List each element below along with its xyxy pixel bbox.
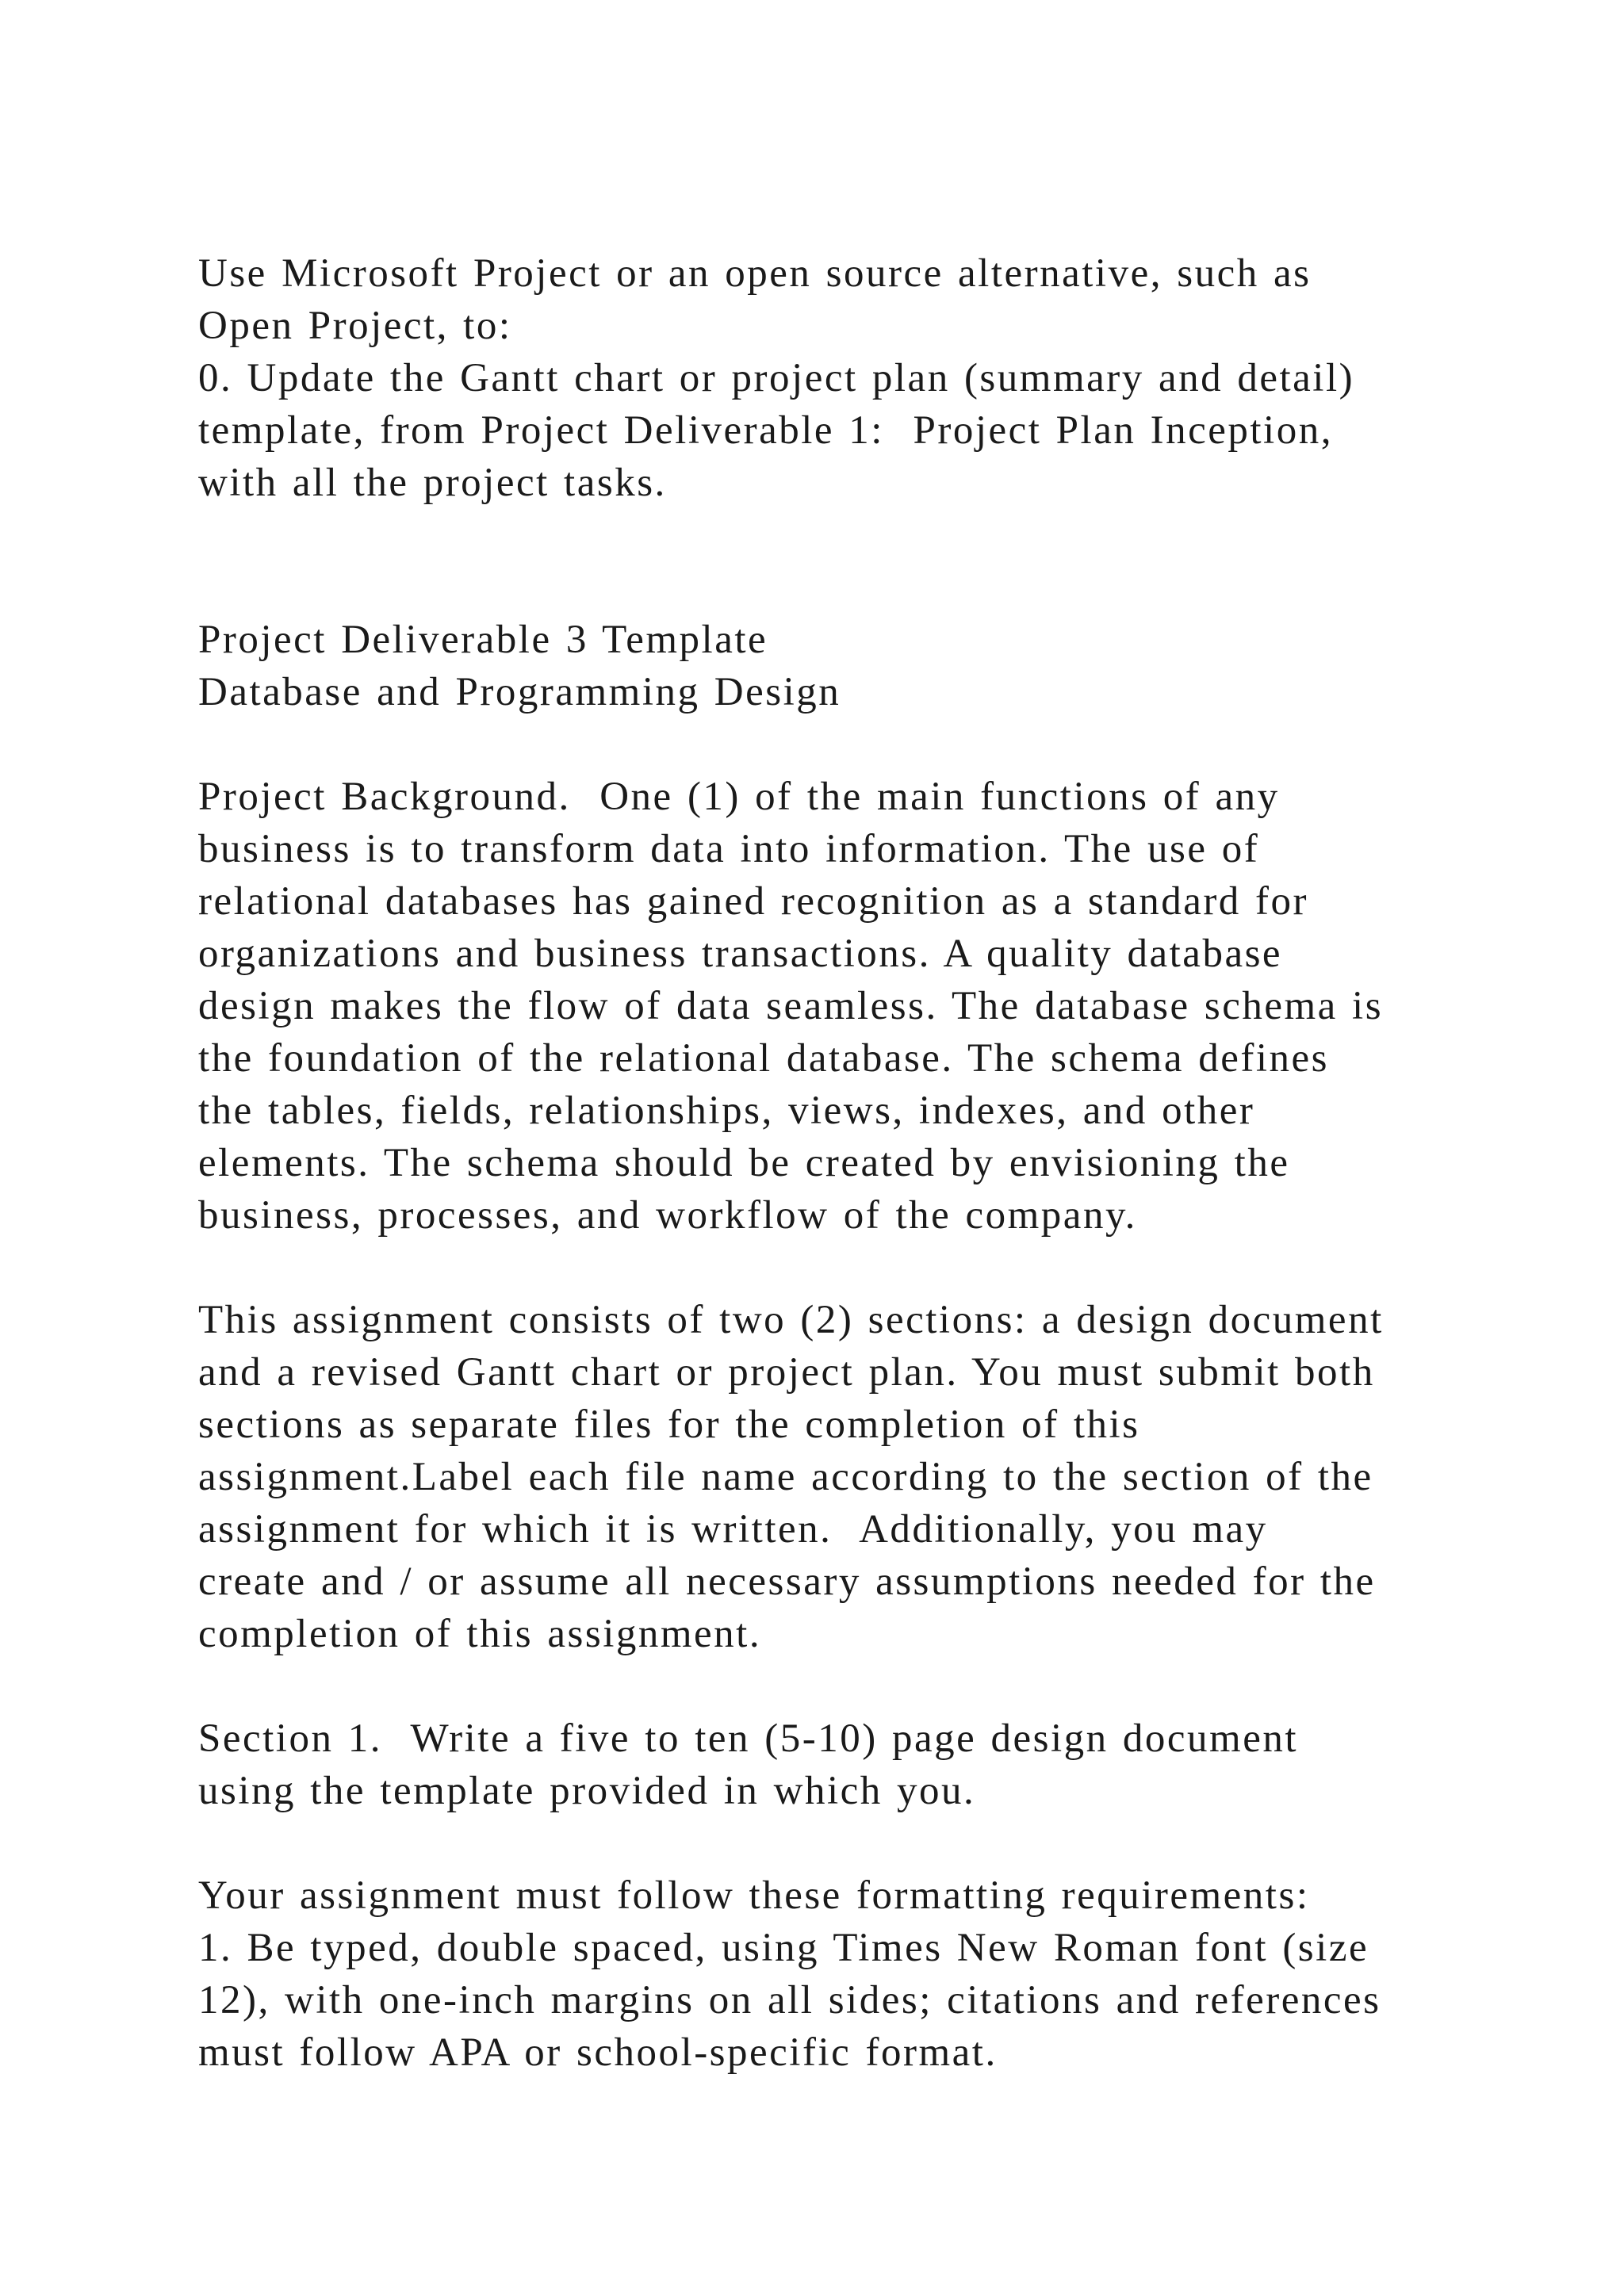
title-line: Project Deliverable 3 Template <box>198 618 768 662</box>
text-line: using the template provided in which you. <box>198 1769 976 1813</box>
spacer <box>198 509 1546 614</box>
intro-paragraph <box>198 247 1546 509</box>
text-line: This assignment consists of two (2) sections: a design document <box>198 1298 1384 1342</box>
spacer <box>198 1242 1546 1294</box>
sections-paragraph <box>198 1294 1546 1660</box>
text-line: 0. Update the Gantt chart or project plan (summary and detail) <box>198 356 1355 400</box>
text-line: Use Microsoft Project or an open source alternative, such as <box>198 251 1312 296</box>
text-line: Your assignment must follow these formatting requirements: <box>198 1873 1310 1918</box>
text-line: sections as separate files for the completion of this <box>198 1402 1140 1447</box>
spacer <box>198 1660 1546 1712</box>
formatting-paragraph <box>198 1869 1546 2079</box>
text-line: and a revised Gantt chart or project plan. You must submit both <box>198 1350 1375 1395</box>
background-paragraph <box>198 771 1546 1242</box>
text-line: the foundation of the relational database. The schema defines <box>198 1036 1329 1081</box>
text-line: assignment.Label each file name according to the section of the <box>198 1455 1373 1499</box>
text-line: 12), with one-inch margins on all sides; citations and references <box>198 1978 1381 2022</box>
text-line: the tables, fields, relationships, views, indexes, and other <box>198 1089 1255 1133</box>
text-line: Project Background. One (1) of the main functions of any <box>198 775 1280 819</box>
text-line: Open Project, to: <box>198 304 512 348</box>
text-line: template, from Project Deliverable 1: Project Plan Inception, <box>198 408 1333 453</box>
spacer <box>198 718 1546 771</box>
text-line: design makes the flow of data seamless. The database schema is <box>198 984 1384 1028</box>
text-line: Section 1. Write a five to ten (5-10) page design document <box>198 1716 1298 1761</box>
document-body <box>198 247 1546 2079</box>
text-line: organizations and business transactions. A quality database <box>198 932 1283 976</box>
text-line: completion of this assignment. <box>198 1612 762 1656</box>
text-line: business is to transform data into information. The use of <box>198 827 1260 871</box>
subtitle-line: Database and Programming Design <box>198 670 841 714</box>
text-line: 1. Be typed, double spaced, using Times New Roman font (size <box>198 1926 1369 1970</box>
text-line: must follow APA or school-specific format. <box>198 2030 998 2075</box>
spacer <box>198 1817 1546 1869</box>
section1-paragraph <box>198 1712 1546 1817</box>
text-line: with all the project tasks. <box>198 461 667 505</box>
text-line: relational databases has gained recognition as a standard for <box>198 879 1309 924</box>
text-line: business, processes, and workflow of the company. <box>198 1193 1137 1238</box>
text-line: create and / or assume all necessary assumptions needed for the <box>198 1559 1376 1604</box>
text-line: assignment for which it is written. Additionally, you may <box>198 1507 1268 1552</box>
document-title <box>198 614 1546 718</box>
text-line: elements. The schema should be created by envisioning the <box>198 1141 1290 1185</box>
